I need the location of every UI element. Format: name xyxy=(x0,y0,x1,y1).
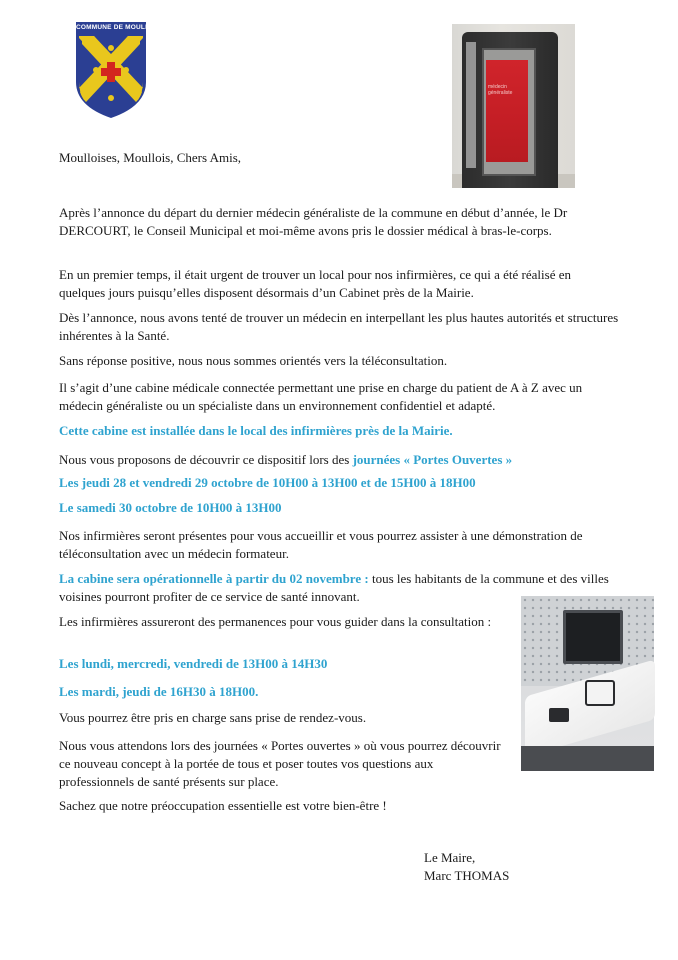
open-days-text: Nous vous proposons de découvrir ce dispositif lors des xyxy=(59,452,353,467)
paragraph-intro: Après l’annonce du départ du dernier médecin généraliste de la commune en début d’année, le Dr DERCOURT, le Conseil Municipal et moi-même avons pris le dossier médical à bras-le-corps. xyxy=(59,205,568,238)
paragraph-nurses: En un premier temps, il était urgent de trouver un local pour nos infirmières, ce qui a été réalisé en quelques jours puisqu’elles disposent désormais d’un Cabinet près de la Mairie. xyxy=(59,267,572,300)
equipment-floor xyxy=(521,746,654,771)
equipment-sensor xyxy=(549,708,569,722)
equipment-screen xyxy=(563,610,623,664)
operational-date-highlight: La cabine sera opérationnelle à partir du 02 novembre : xyxy=(59,571,369,586)
salutation: Moulloises, Moullois, Chers Amis, xyxy=(59,150,242,165)
signature-title: Le Maire, xyxy=(424,850,476,865)
paragraph-demonstration: Nos infirmières seront présentes pour vous accueillir et vous pourrez assister à une démonstration de téléconsultation avec un médecin formateur. xyxy=(59,528,583,561)
paragraph-invitation: Nous vous attendons lors des journées « Portes ouvertes » où vous pourrez découvrir ce nouveau concept à la portée de tous et poser toutes vos questions aux professionnels de santé présents sur place. xyxy=(59,738,501,789)
open-days-highlight: journées « Portes Ouvertes » xyxy=(352,452,513,467)
operational-text: tous les habitants de la commune et des villes voisines pourront profiter de ce service de santé innovant. xyxy=(59,571,609,604)
cabin-red-panel xyxy=(486,60,528,162)
schedule-thursday-friday: Les jeudi 28 et vendredi 29 octobre de 10H00 à 13H00 et de 15H00 à 18H00 xyxy=(59,475,476,490)
paragraph-permanences: Les infirmières assureront des permanences pour vous guider dans la consultation : xyxy=(59,614,492,629)
signature-name: Marc THOMAS xyxy=(424,868,510,883)
paragraph-no-appointment: Vous pourrez être pris en charge sans prise de rendez-vous. xyxy=(59,710,367,725)
paragraph-open-days xyxy=(59,451,619,469)
cabin-panel-text: médecin généraliste xyxy=(488,84,513,96)
crest-banner-text: COMMUNE DE MOULLE xyxy=(76,24,154,31)
schedule-tue-thu: Les mardi, jeudi de 16H30 à 18H00. xyxy=(59,684,259,699)
paragraph-closing: Sachez que notre préoccupation essentielle est votre bien-être ! xyxy=(59,798,387,813)
commune-crest xyxy=(76,22,154,118)
paragraph-cabin-description: Il s’agit d’une cabine médicale connectée permettant une prise en charge du patient de A à Z avec un médecin généraliste ou un spécialiste dans un environnement confidentiel et adapté. xyxy=(59,380,583,413)
paragraph-cabin-location: Cette cabine est installée dans le local des infirmières près de la Mairie. xyxy=(59,423,453,438)
schedule-saturday: Le samedi 30 octobre de 10H00 à 13H00 xyxy=(59,500,282,515)
equipment-photo xyxy=(521,596,654,771)
paragraph-teleconsult: Sans réponse positive, nous nous sommes orientés vers la téléconsultation. xyxy=(59,353,448,368)
crest-shield-icon xyxy=(76,22,154,118)
schedule-mon-wed-fri: Les lundi, mercredi, vendredi de 13H00 à 14H30 xyxy=(59,656,328,671)
equipment-device xyxy=(585,680,615,706)
paragraph-search: Dès l’annonce, nous avons tenté de trouver un médecin en interpellant les plus hautes autorités et structures inhérentes à la Santé. xyxy=(59,310,619,343)
